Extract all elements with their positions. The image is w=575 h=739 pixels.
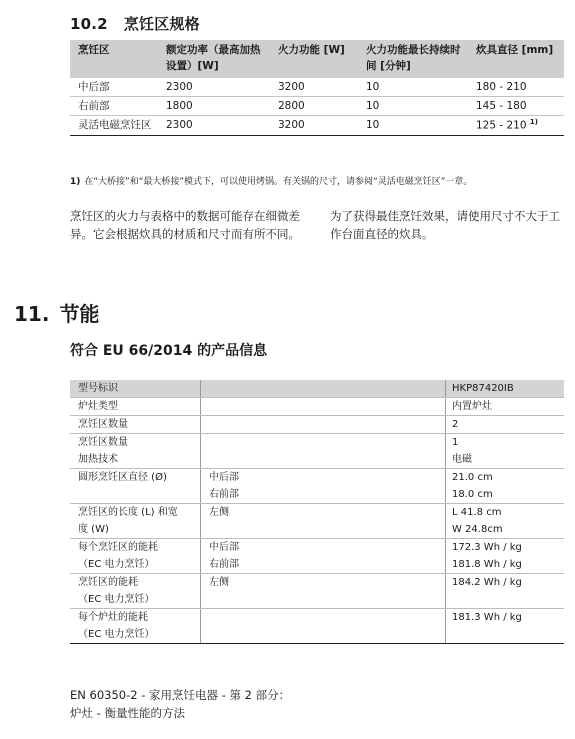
table-footnote [70, 174, 472, 187]
table-row [70, 574, 564, 609]
table-row [70, 539, 564, 574]
cell-zone: 右前部 [70, 96, 158, 115]
row-value [446, 469, 565, 504]
table-row [70, 434, 564, 469]
row-label [70, 469, 201, 504]
row-label-line: 炉灶类型 [78, 401, 118, 412]
row-label [70, 504, 201, 539]
cell-cookware-diameter [468, 116, 564, 136]
row-subzone [201, 609, 446, 644]
section-11-heading [14, 298, 99, 327]
row-label [70, 416, 201, 434]
standard-reference [70, 686, 290, 723]
section-10-2-heading [70, 13, 200, 34]
cell-power-function: 2800 [270, 96, 358, 115]
row-value [446, 574, 565, 609]
footnote-number: 1) [70, 177, 81, 187]
row-label [70, 609, 201, 644]
row-subzone [201, 539, 446, 574]
row-value [446, 434, 565, 469]
row-subzone-line: 左侧 [209, 507, 229, 518]
row-value [446, 416, 565, 434]
cookware-diameter-value: 125 - 210 [476, 119, 527, 132]
row-subzone [201, 574, 446, 609]
table-row [70, 380, 564, 398]
section-title: 烹饪区规格 [123, 15, 200, 33]
row-value-line: 电磁 [452, 454, 472, 465]
row-subzone [201, 398, 446, 416]
row-value [446, 398, 565, 416]
header-max-duration: 火力功能最长持续时间 [分钟] [358, 40, 468, 78]
cell-cookware-diameter: 180 - 210 [476, 80, 527, 93]
cell-power-function: 3200 [270, 116, 358, 136]
cell-rated-power: 2300 [158, 116, 270, 136]
table-row [70, 416, 564, 434]
cell-cookware-diameter: 145 - 180 [468, 96, 564, 115]
row-value [446, 539, 565, 574]
row-subzone-line: 右前部 [209, 559, 239, 570]
header-cookware-diameter: 炊具直径 [mm] [468, 40, 564, 78]
row-label [70, 380, 201, 398]
row-label-line: 圆形烹饪区直径 (Ø) [78, 472, 167, 483]
cell-zone: 中后部 [78, 80, 110, 93]
header-power-function: 火力功能 [W] [270, 40, 358, 78]
row-label-line: 烹饪区的长度 (L) 和宽 [78, 507, 178, 518]
standard-line: 炉灶 - 衡量性能的方法 [70, 706, 185, 721]
row-label [70, 434, 201, 469]
row-label-line: 度 (W) [78, 524, 109, 535]
row-label [70, 398, 201, 416]
row-value [446, 504, 565, 539]
footnote-text: 在“大桥接”和“最大桥接”模式下，可以使用烤锅。有关锅的尺寸，请参阅“灵活电磁烹饪区”一章。 [84, 177, 473, 187]
row-value [446, 609, 565, 644]
table-header-row [70, 40, 564, 78]
row-value-line: 21.0 cm [452, 472, 493, 483]
row-label-line: （EC 电力烹饪） [78, 559, 155, 570]
row-label-line: 每个炉灶的能耗 [78, 612, 148, 623]
row-subzone-line: 左侧 [209, 577, 229, 588]
row-subzone-line: 右前部 [209, 489, 239, 500]
section-title: 节能 [59, 302, 100, 326]
row-label-line: 型号标识 [78, 383, 118, 394]
cell-rated-power: 2300 [166, 80, 193, 93]
row-label-line: 烹饪区数量 [78, 437, 128, 448]
table-row [70, 469, 564, 504]
paragraph-power-variation: 烹饪区的火力与表格中的数据可能存在细微差异。它会根据炊具的材质和尺寸而有所不同。 [70, 209, 300, 242]
row-label-line: 每个烹饪区的能耗 [78, 542, 158, 553]
table-row [70, 609, 564, 644]
row-subzone [201, 380, 446, 398]
header-rated-power: 额定功率（最高加热设置）[W] [158, 40, 270, 78]
row-subzone [201, 504, 446, 539]
header-zone: 烹饪区 [70, 40, 158, 78]
footnote-marker: 1) [529, 118, 538, 127]
standard-line: EN 60350-2 - 家用烹饪电器 - 第 2 部分： [70, 688, 291, 702]
row-value-line: 18.0 cm [452, 489, 493, 500]
cell-rated-power: 1800 [158, 96, 270, 115]
table-row [70, 78, 564, 97]
row-value-line: W 24.8cm [452, 524, 503, 535]
cell-max-duration: 10 [358, 116, 468, 136]
row-label [70, 574, 201, 609]
section-number: 10.2 [70, 15, 108, 33]
row-subzone-line: 中后部 [209, 542, 239, 553]
table-row [70, 398, 564, 416]
energy-info-table [70, 380, 564, 644]
row-label [70, 539, 201, 574]
section-subtitle: 符合 EU 66/2014 的产品信息 [70, 343, 268, 359]
cell-zone: 灵活电磁烹饪区 [70, 116, 158, 136]
row-label-line: （EC 电力烹饪） [78, 594, 155, 605]
row-label-line: （EC 电力烹饪） [78, 629, 155, 640]
row-value-line: 1 [452, 437, 459, 448]
table-row [70, 96, 564, 115]
row-value-line: 2 [452, 419, 459, 430]
row-value-line: HKP87420IB [452, 383, 514, 394]
row-value [446, 380, 565, 398]
cooking-zone-spec-table [70, 40, 564, 136]
section-number: 11. [14, 302, 50, 326]
cell-max-duration: 10 [366, 80, 380, 93]
paragraph-cookware-size: 为了获得最佳烹饪效果，请使用尺寸不大于工作台面直径的炊具。 [330, 209, 560, 242]
table-row [70, 504, 564, 539]
row-subzone [201, 434, 446, 469]
row-value-line: L 41.8 cm [452, 507, 502, 518]
cell-power-function: 3200 [278, 80, 305, 93]
row-label-line: 烹饪区的能耗 [78, 577, 138, 588]
row-label-line: 烹饪区数量 [78, 419, 128, 430]
row-subzone-line: 中后部 [209, 472, 239, 483]
table-row [70, 116, 564, 136]
row-subzone [201, 416, 446, 434]
row-value-line: 181.3 Wh / kg [452, 612, 522, 623]
row-value-line: 172.3 Wh / kg [452, 542, 522, 553]
row-value-line: 181.8 Wh / kg [452, 559, 522, 570]
row-label-line: 加热技术 [78, 454, 118, 465]
row-subzone [201, 469, 446, 504]
row-value-line: 184.2 Wh / kg [452, 577, 522, 588]
cell-max-duration: 10 [358, 96, 468, 115]
row-value-line: 内置炉灶 [452, 401, 492, 412]
